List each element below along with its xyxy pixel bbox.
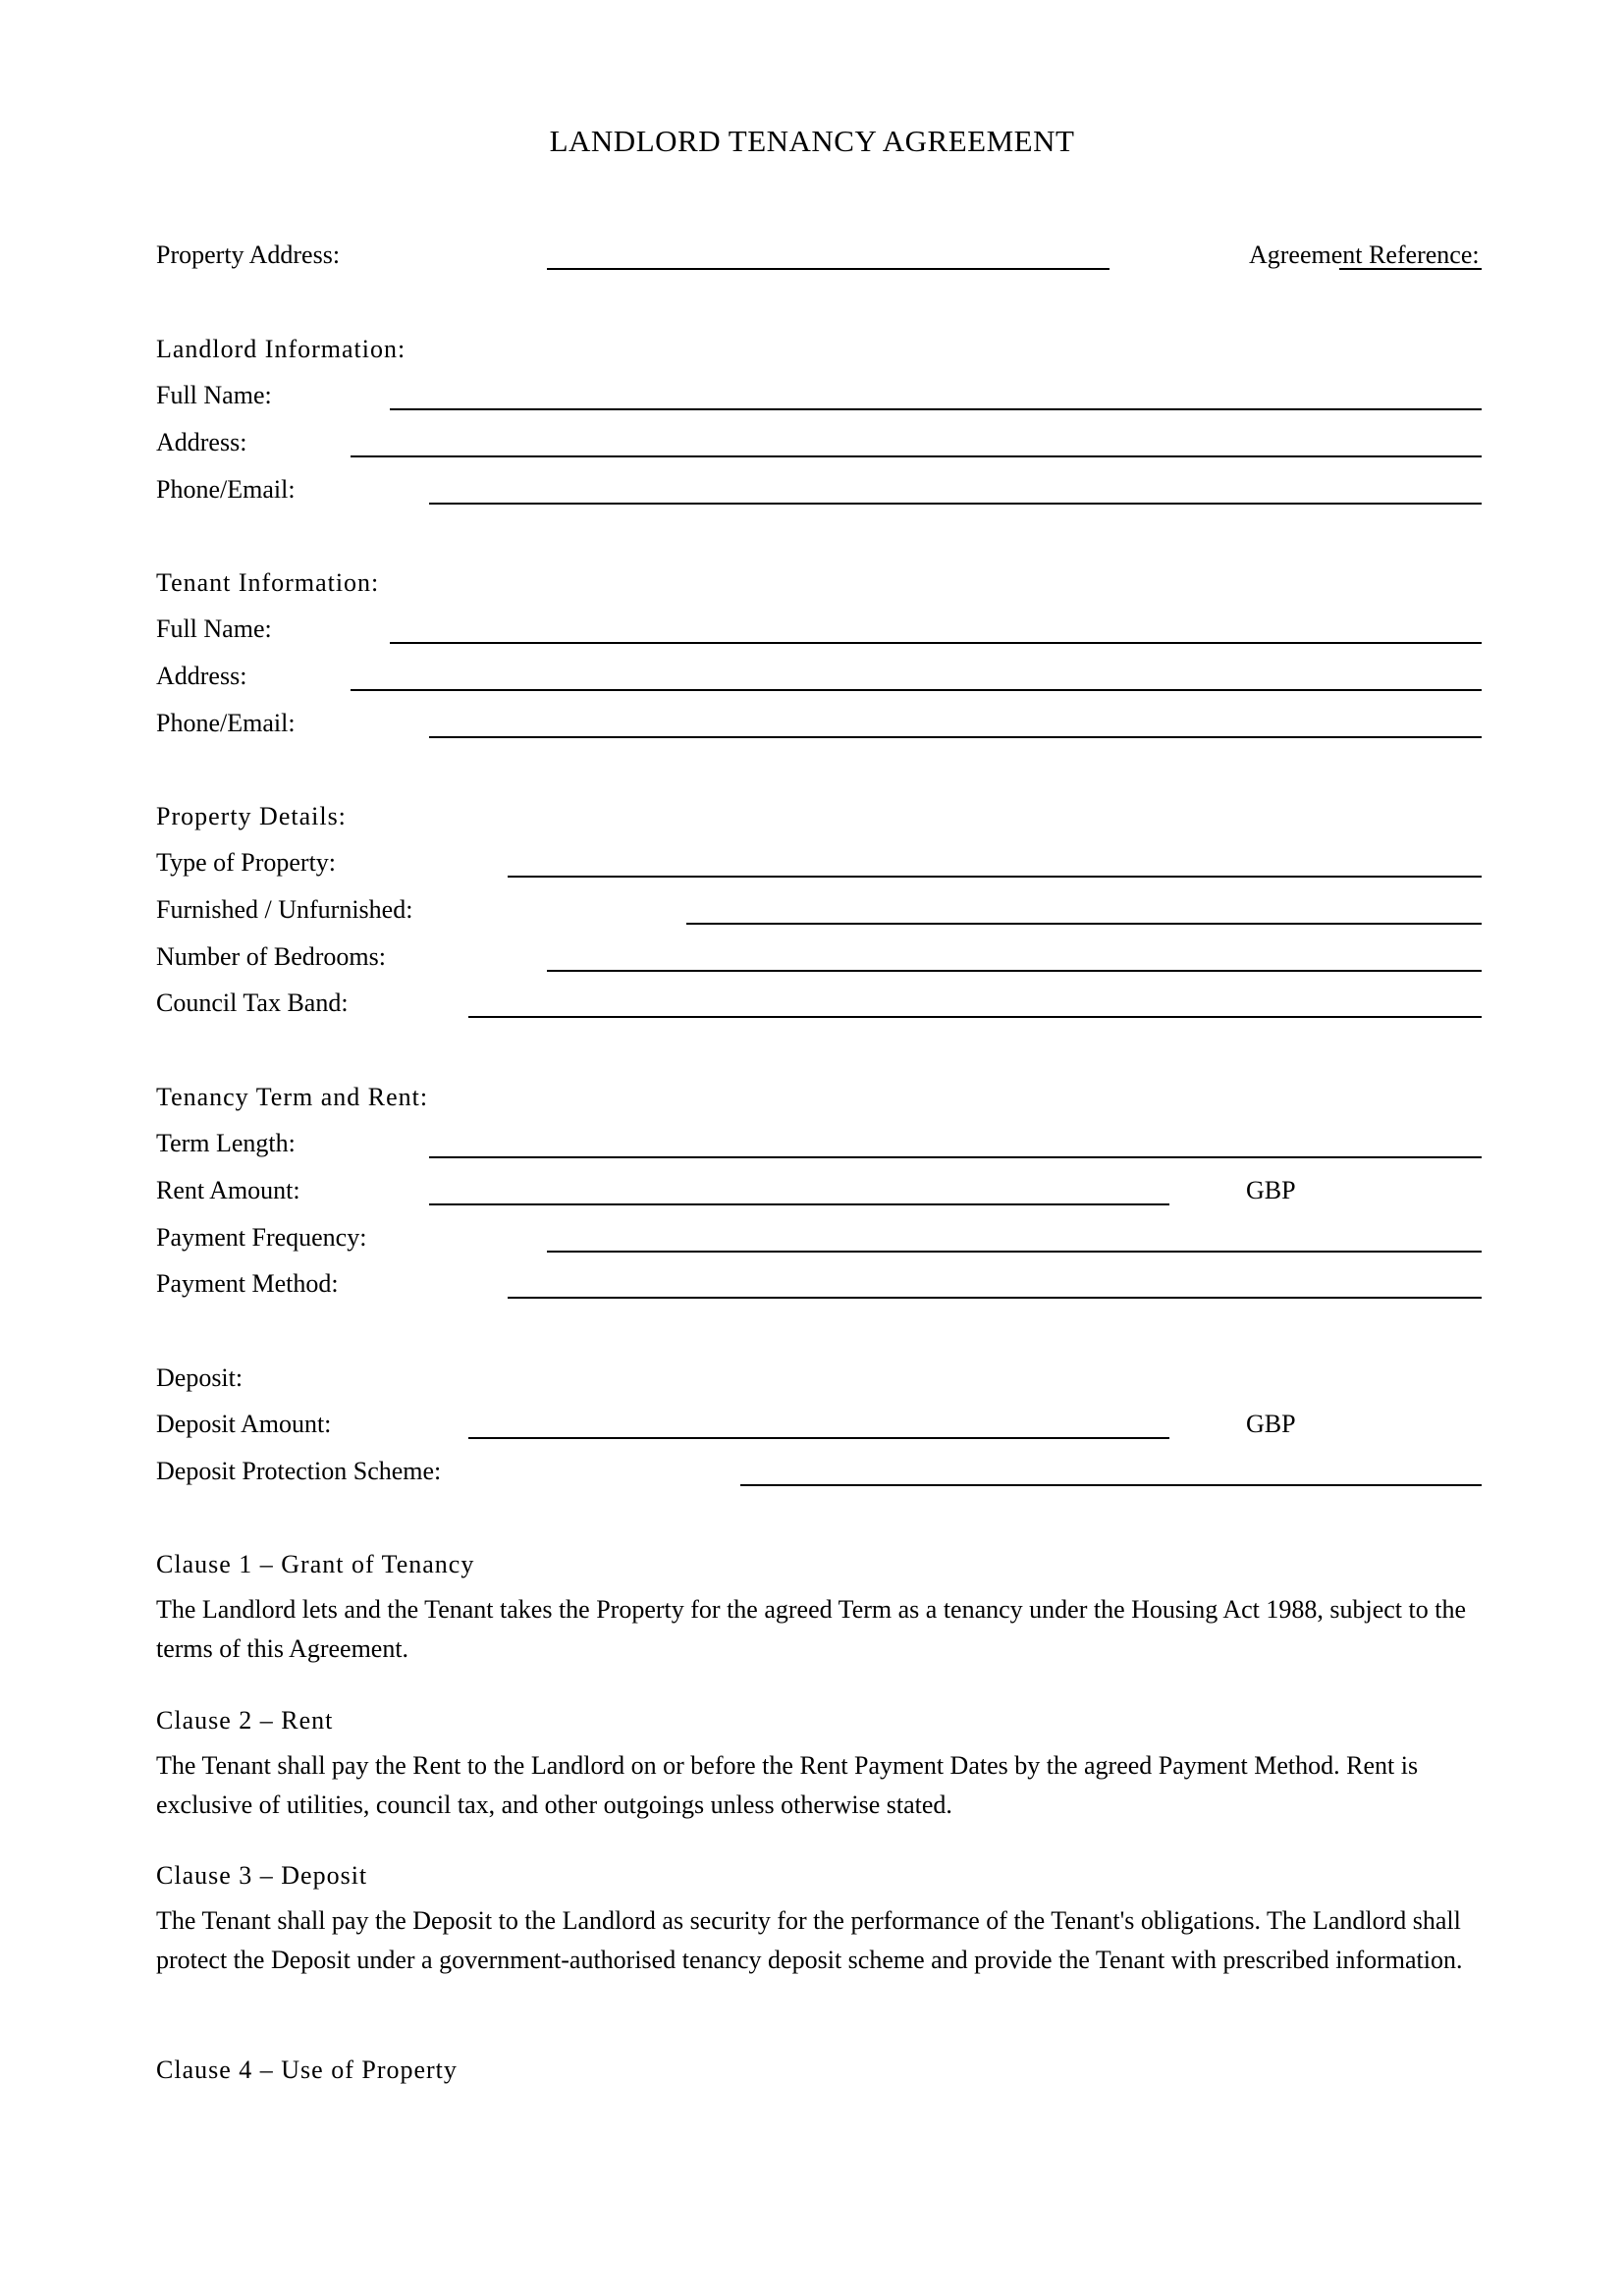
tenant-heading: Tenant Information: bbox=[156, 568, 380, 597]
rent-currency: GBP bbox=[1246, 1176, 1296, 1204]
council-tax-row bbox=[156, 988, 1482, 1027]
deposit-amount-field[interactable] bbox=[468, 1437, 1169, 1439]
tenant-full-name-field[interactable] bbox=[390, 642, 1482, 644]
payment-frequency-row bbox=[156, 1222, 1482, 1261]
council-tax-label: Council Tax Band: bbox=[156, 988, 349, 1017]
landlord-address-row bbox=[156, 427, 1482, 466]
landlord-address-field[interactable] bbox=[351, 455, 1482, 457]
clause-1-heading: Clause 1 – Grant of Tenancy bbox=[156, 1550, 475, 1578]
landlord-full-name-row bbox=[156, 380, 1482, 419]
clause-1-text: The Landlord lets and the Tenant takes the Property for the agreed Term as a tenancy under the Housing Act 1988, subject to the terms of this Agreement. bbox=[156, 1595, 1466, 1663]
landlord-heading: Landlord Information: bbox=[156, 335, 406, 363]
bedrooms-row bbox=[156, 941, 1482, 981]
tenant-full-name-label: Full Name: bbox=[156, 614, 272, 643]
property-address-row bbox=[156, 240, 1482, 279]
term-heading: Tenancy Term and Rent: bbox=[156, 1083, 429, 1111]
clause-4-heading: Clause 4 – Use of Property bbox=[156, 2056, 458, 2084]
payment-frequency-label: Payment Frequency: bbox=[156, 1223, 367, 1252]
landlord-full-name-field[interactable] bbox=[390, 408, 1482, 410]
deposit-scheme-field[interactable] bbox=[740, 1484, 1482, 1486]
clause-3-heading: Clause 3 – Deposit bbox=[156, 1861, 368, 1890]
deposit-scheme-row bbox=[156, 1456, 1482, 1495]
property-type-row bbox=[156, 847, 1482, 886]
landlord-phone-email-field[interactable] bbox=[429, 503, 1482, 505]
document-title: LANDLORD TENANCY AGREEMENT bbox=[549, 124, 1075, 158]
payment-method-field[interactable] bbox=[508, 1297, 1482, 1299]
payment-method-row bbox=[156, 1268, 1482, 1308]
property-address-field[interactable] bbox=[547, 268, 1110, 270]
council-tax-field[interactable] bbox=[468, 1016, 1482, 1018]
property-details-heading: Property Details: bbox=[156, 802, 347, 830]
property-type-label: Type of Property: bbox=[156, 848, 337, 877]
rent-amount-label: Rent Amount: bbox=[156, 1176, 300, 1204]
tenant-phone-email-row bbox=[156, 708, 1482, 747]
tenant-phone-email-field[interactable] bbox=[429, 736, 1482, 738]
term-length-row bbox=[156, 1128, 1482, 1167]
furnished-field[interactable] bbox=[686, 923, 1482, 925]
property-address-label: Property Address: bbox=[156, 240, 341, 269]
deposit-heading: Deposit: bbox=[156, 1363, 244, 1392]
tenant-address-field[interactable] bbox=[351, 689, 1482, 691]
tenant-phone-email-label: Phone/Email: bbox=[156, 709, 296, 737]
landlord-address-label: Address: bbox=[156, 428, 247, 456]
deposit-amount-row bbox=[156, 1409, 1482, 1448]
tenant-full-name-row bbox=[156, 614, 1482, 653]
payment-frequency-field[interactable] bbox=[547, 1251, 1482, 1253]
deposit-currency: GBP bbox=[1246, 1410, 1296, 1438]
term-length-label: Term Length: bbox=[156, 1129, 296, 1157]
rent-amount-field[interactable] bbox=[429, 1203, 1169, 1205]
landlord-phone-email-row bbox=[156, 474, 1482, 513]
tenant-address-label: Address: bbox=[156, 662, 247, 690]
property-type-field[interactable] bbox=[508, 876, 1482, 878]
clause-2-heading: Clause 2 – Rent bbox=[156, 1706, 334, 1735]
payment-method-label: Payment Method: bbox=[156, 1269, 339, 1298]
deposit-scheme-label: Deposit Protection Scheme: bbox=[156, 1457, 442, 1485]
agreement-reference-field[interactable] bbox=[1339, 268, 1482, 270]
landlord-phone-email-label: Phone/Email: bbox=[156, 475, 296, 504]
landlord-full-name-label: Full Name: bbox=[156, 381, 272, 409]
furnished-label: Furnished / Unfurnished: bbox=[156, 895, 413, 924]
clause-3-text: The Tenant shall pay the Deposit to the Landlord as security for the performance of the Tenant's obligations. The Landlord shall protect the Deposit under a government-authorised tenancy deposit scheme and provide the Tenant with prescribed information. bbox=[156, 1906, 1463, 1974]
furnished-row bbox=[156, 894, 1482, 934]
term-length-field[interactable] bbox=[429, 1156, 1482, 1158]
bedrooms-label: Number of Bedrooms: bbox=[156, 942, 386, 971]
bedrooms-field[interactable] bbox=[547, 970, 1482, 972]
deposit-amount-label: Deposit Amount: bbox=[156, 1410, 332, 1438]
agreement-reference-label: Agreement Reference: bbox=[1249, 240, 1480, 269]
rent-amount-row bbox=[156, 1175, 1482, 1214]
tenant-address-row bbox=[156, 661, 1482, 700]
clause-2-text: The Tenant shall pay the Rent to the Landlord on or before the Rent Payment Dates by the agreed Payment Method. Rent is exclusive of utilities, council tax, and other outgoings unless otherwise stated. bbox=[156, 1751, 1419, 1819]
